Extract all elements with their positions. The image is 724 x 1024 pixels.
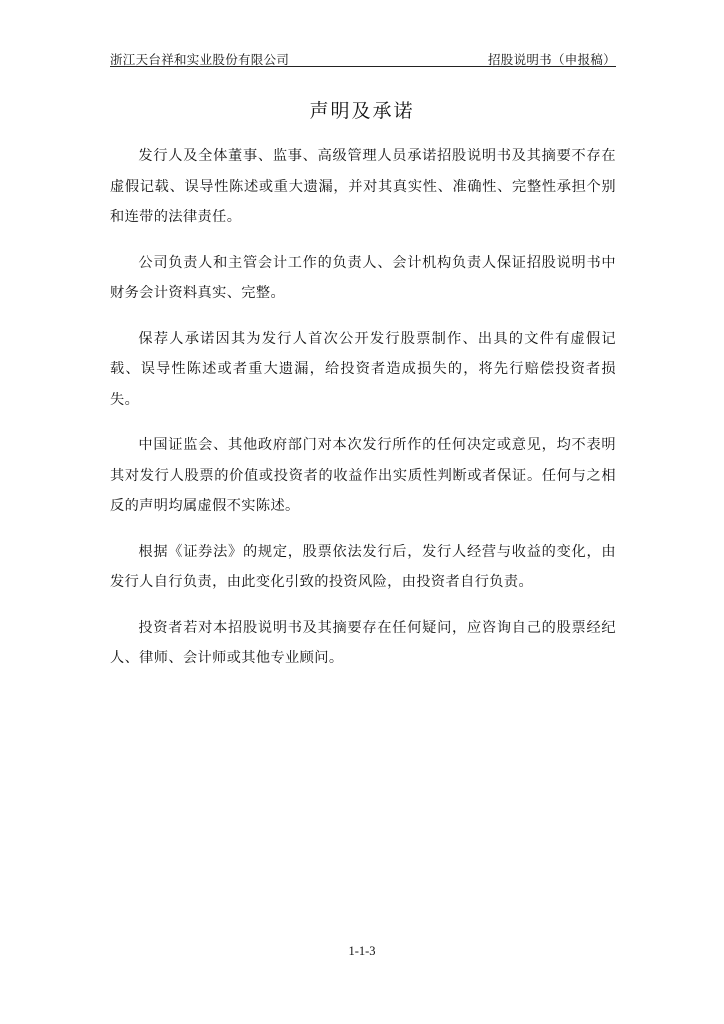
- page-header: [110, 48, 616, 68]
- paragraph-issuer-commitment: 发行人及全体董事、监事、高级管理人员承诺招股说明书及其摘要不存在虚假记载、误导性陈述或重大遗漏，并对其真实性、准确性、完整性承担个别和连带的法律责任。: [110, 148, 616, 225]
- header-company-name: 浙江天台祥和实业股份有限公司: [110, 52, 290, 67]
- header-divider: [110, 66, 616, 67]
- paragraph-sponsor-commitment: 保荐人承诺因其为发行人首次公开发行股票制作、出具的文件有虚假记载、误导性陈述或者重大遗漏，给投资者造成损失的，将先行赔偿投资者损失。: [110, 330, 616, 408]
- paragraph-regulator-disclaimer: 中国证监会、其他政府部门对本次发行所作的任何决定或意见，均不表明其对发行人股票的价值或投资者的收益作出实质性判断或者保证。任何与之相反的声明均属虚假不实陈述。: [110, 437, 616, 514]
- paragraph-investor-advice: 投资者若对本招股说明书及其摘要存在任何疑问，应咨询自己的股票经纪人、律师、会计师或其他专业顾问。: [110, 619, 616, 666]
- statement-body: [110, 141, 616, 689]
- page-number: 1-1-3: [348, 944, 376, 958]
- paragraph-securities-law: 根据《证券法》的规定，股票依法发行后，发行人经营与收益的变化，由发行人自行负责，由此变化引致的投资风险，由投资者自行负责。: [110, 543, 616, 590]
- page-title: 声明及承诺: [309, 100, 415, 122]
- paragraph-accounting-guarantee: 公司负责人和主管会计工作的负责人、会计机构负责人保证招股说明书中财务会计资料真实、完整。: [110, 254, 616, 301]
- header-document-type: 招股说明书（申报稿）: [487, 52, 616, 67]
